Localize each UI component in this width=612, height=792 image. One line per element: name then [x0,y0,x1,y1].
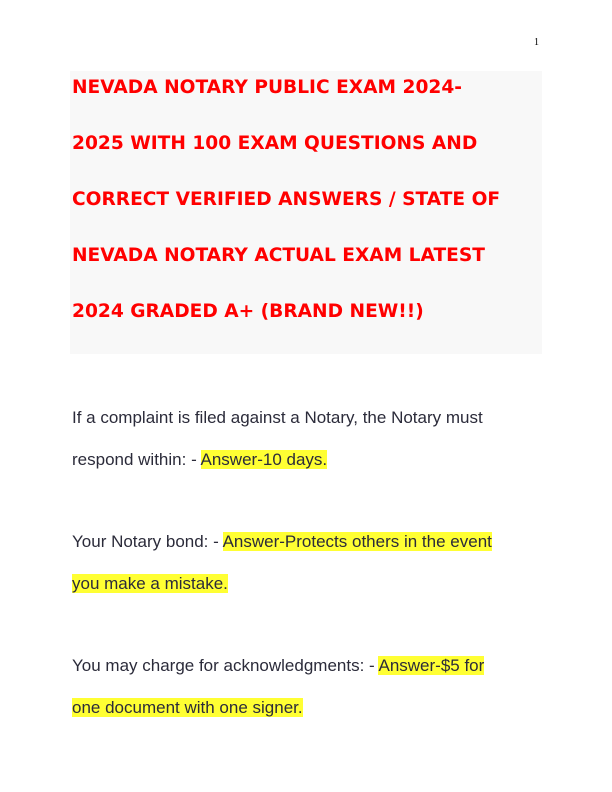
question-3-answer-cont: one document with one signer. [72,698,303,717]
question-1-answer: Answer-10 days. [200,450,328,469]
document-title [70,71,542,354]
question-3-text: You may charge for acknowledgments: - [72,656,379,675]
question-2-answer: Answer-Protects others in the event [222,532,492,551]
question-2-answer-cont: you make a mistake. [72,574,228,593]
question-2-line-2 [72,573,228,595]
question-3-answer: Answer-$5 for [378,656,485,675]
question-1-line-1 [72,407,483,429]
question-1-text: If a complaint is filed against a Notary, the Notary must [72,408,483,427]
title-line-5: 2024 GRADED A+ (BRAND NEW!!) [72,301,424,322]
title-line-2: 2025 WITH 100 EXAM QUESTIONS AND [72,133,478,154]
question-3-line-2 [72,697,303,719]
question-1-text-cont: respond within: - [72,450,201,469]
title-line-3: CORRECT VERIFIED ANSWERS / STATE OF [72,189,501,210]
title-line-1: NEVADA NOTARY PUBLIC EXAM 2024- [72,77,462,98]
question-3-line-1 [72,655,484,677]
question-2-text: Your Notary bond: - [72,532,223,551]
question-2-line-1 [72,531,492,553]
question-1-line-2 [72,449,327,471]
page-number: 1 [534,37,539,48]
title-line-4: NEVADA NOTARY ACTUAL EXAM LATEST [72,245,485,266]
